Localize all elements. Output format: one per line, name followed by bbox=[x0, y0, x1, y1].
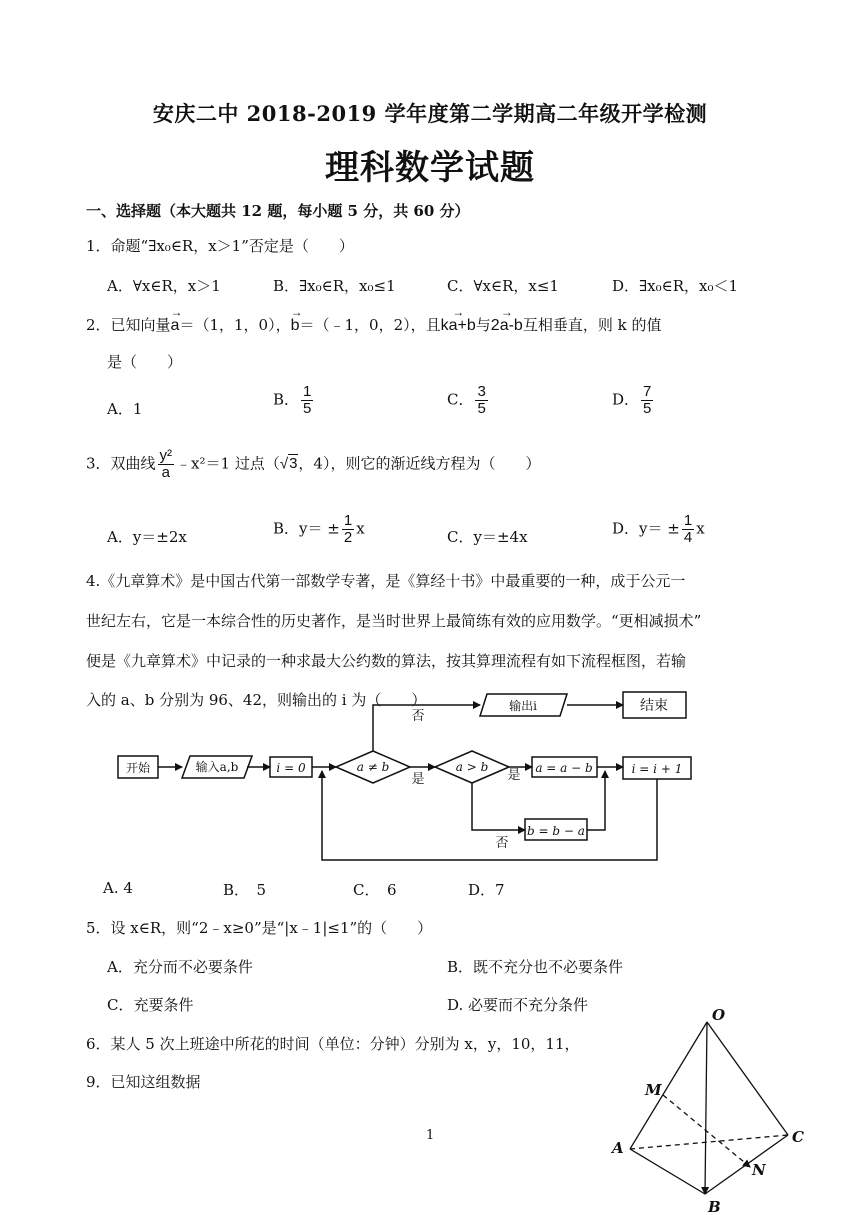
label-C: C bbox=[792, 1128, 804, 1146]
q2-option-b-label: B． bbox=[273, 390, 300, 409]
denominator: 5 bbox=[303, 399, 312, 417]
vector-expr-2: → 2a-b bbox=[491, 317, 523, 335]
question-2-option-a: A．1 bbox=[107, 400, 143, 418]
sqrt-expression: √3 bbox=[279, 455, 298, 473]
flow-cond2-label: a > b bbox=[455, 760, 489, 774]
q2-text-3: ＝（﹣1，0，2），且 bbox=[299, 316, 441, 334]
q2-option-c-label: C． bbox=[447, 390, 474, 409]
q3-text-3: ，4），则它的渐近线方程为（ ） bbox=[298, 454, 541, 473]
vector-b: → b bbox=[291, 317, 300, 335]
section-heading: 一、选择题（本大题共 12 题，每小题 5 分，共 60 分） bbox=[86, 202, 470, 220]
exam-subtitle: 理科数学试题 bbox=[325, 148, 535, 188]
denominator: 5 bbox=[477, 399, 486, 417]
flow-step-b-label: b = b − a bbox=[527, 824, 585, 838]
flow-incr-label: i = i + 1 bbox=[631, 762, 683, 776]
question-6-stem: 6．某人 5 次上班途中所花的时间（单位：分钟）分别为 x，y，10，11， bbox=[86, 1035, 580, 1053]
question-1-option-c: C．∀x∈R，x≤1 bbox=[447, 277, 559, 295]
question-3-option-c: C．y＝±4x bbox=[447, 528, 528, 546]
flow-end-label: 结束 bbox=[640, 698, 668, 714]
numerator: y² bbox=[159, 447, 173, 464]
question-5-option-a: A．充分而不必要条件 bbox=[107, 958, 253, 976]
label-M: M bbox=[645, 1081, 662, 1099]
flow-start-label: 开始 bbox=[125, 761, 151, 775]
question-3-option-a: A．y＝±2x bbox=[107, 528, 187, 546]
exam-title: 安庆二中 2018-2019 学年度第二学期高二年级开学检测 bbox=[152, 101, 708, 126]
radicand: 3 bbox=[289, 455, 298, 473]
label-A: A bbox=[612, 1139, 624, 1157]
q2-text-4: 与 bbox=[475, 316, 491, 334]
question-4-option-d: D．7 bbox=[468, 881, 505, 899]
q3-option-b-tail: x bbox=[356, 519, 365, 538]
denominator: 2 bbox=[343, 528, 353, 546]
question-1-stem: 1．命题“∃x₀∈R，x＞1”否定是（ ） bbox=[86, 237, 354, 255]
question-6-line-2: 9．已知这组数据 bbox=[86, 1073, 201, 1091]
numerator: 3 bbox=[477, 383, 486, 400]
q3-option-b-label: B．y＝ ± bbox=[273, 519, 340, 538]
question-5-option-b: B．既不充分也不必要条件 bbox=[447, 958, 624, 976]
q3-text-2: ﹣x²＝1 过点（ bbox=[176, 454, 280, 473]
q3-option-d-label: D．y＝ ± bbox=[612, 519, 680, 538]
label-N: N bbox=[752, 1161, 766, 1179]
question-5-stem: 5．设 x∈R，则“2﹣x≥0”是“|x﹣1|≤1”的（ ） bbox=[86, 919, 433, 937]
q2-text-5: 互相垂直，则 k 的值 bbox=[522, 316, 662, 334]
flow-yes-label-1: 是 bbox=[411, 772, 425, 787]
flow-no-label-2: 否 bbox=[495, 836, 509, 851]
denominator: 5 bbox=[643, 399, 652, 417]
question-4-option-b: B． 5 bbox=[223, 881, 267, 899]
label-B: B bbox=[708, 1198, 721, 1215]
page-number: 1 bbox=[426, 1128, 435, 1143]
numerator: 7 bbox=[643, 383, 652, 400]
flow-cond1-label: a ≠ b bbox=[356, 760, 390, 774]
flow-init-label: i = 0 bbox=[276, 761, 306, 775]
question-1-option-d: D．∃x₀∈R，x₀＜1 bbox=[612, 277, 739, 295]
q2-text-1: 2．已知向量 bbox=[86, 316, 171, 334]
question-4-line-1: 4.《九章算术》是中国古代第一部数学专著，是《算经十书》中最重要的一种，成于公元一 bbox=[86, 572, 686, 590]
q3-text-1: 3．双曲线 bbox=[86, 454, 156, 473]
vector-expr-1: → ka+b bbox=[441, 317, 476, 335]
question-4-line-4: 入的 a、b 分别为 96、42，则输出的 i 为（ ） bbox=[86, 691, 427, 709]
q3-option-d-tail: x bbox=[696, 519, 705, 538]
question-5-option-d: D. 必要而不充分条件 bbox=[447, 996, 589, 1014]
q2-option-d-label: D． bbox=[612, 390, 640, 409]
numerator: 1 bbox=[683, 512, 693, 529]
flow-step-a-label: a = a − b bbox=[535, 761, 593, 775]
flow-no-label-1: 否 bbox=[411, 709, 425, 724]
denominator: 4 bbox=[683, 528, 693, 546]
numerator: 1 bbox=[343, 512, 353, 529]
q2-text-2: ＝（1，1，0）， bbox=[179, 316, 291, 334]
question-2-stem-line2: 是（ ） bbox=[107, 353, 183, 371]
vector-a: → a bbox=[171, 317, 180, 335]
label-O: O bbox=[712, 1006, 726, 1024]
question-4-option-a: A. 4 bbox=[103, 879, 133, 897]
question-5-option-c: C．充要条件 bbox=[107, 996, 194, 1014]
numerator: 1 bbox=[303, 383, 312, 400]
question-4-line-2: 世纪左右，它是一本综合性的历史著作，是当时世界上最简练有效的应用数学。“更相减损术” bbox=[86, 612, 702, 630]
flow-output-label: 输出i bbox=[509, 699, 537, 713]
question-1-option-b: B．∃x₀∈R，x₀≤1 bbox=[273, 277, 396, 295]
denominator: a bbox=[161, 463, 170, 481]
question-1-option-a: A．∀x∈R，x＞1 bbox=[107, 277, 221, 295]
flow-input-label: 输入a,b bbox=[195, 760, 239, 774]
question-4-line-3: 便是《九章算术》中记录的一种求最大公约数的算法，按其算理流程有如下流程框图，若输 bbox=[86, 652, 687, 670]
question-4-option-c: C． 6 bbox=[353, 881, 397, 899]
flow-yes-label-2: 是 bbox=[507, 768, 521, 783]
